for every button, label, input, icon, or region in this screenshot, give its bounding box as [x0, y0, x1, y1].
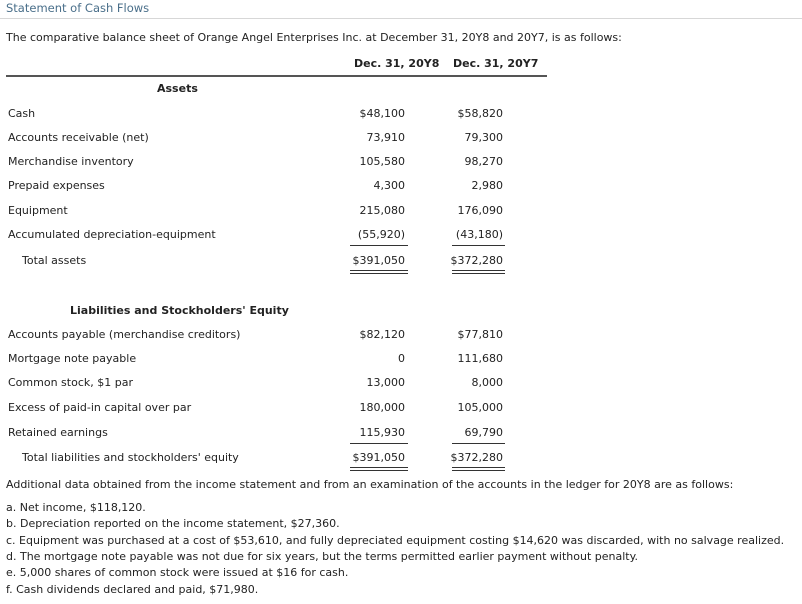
subtotal-rule	[350, 443, 408, 444]
value-20y8: 115,930	[359, 426, 405, 439]
subtotal-rule	[350, 245, 408, 246]
value-20y7: 105,000	[457, 401, 503, 414]
value-20y8: 13,000	[366, 376, 405, 389]
row-label: Cash	[8, 107, 36, 120]
value-20y7: 2,980	[471, 179, 503, 192]
note-item: f. Cash dividends declared and paid, $71,980.	[6, 583, 259, 596]
row-label: Accounts payable (merchandise creditors)	[8, 328, 241, 341]
row-label: Excess of paid-in capital over par	[8, 401, 192, 414]
liabilities-heading: Liabilities and Stockholders' Equity	[70, 304, 289, 317]
intro-text: The comparative balance sheet of Orange Angel Enterprises Inc. at December 31, 20Y8 and 20Y7, is as follows:	[6, 31, 622, 44]
title-divider	[0, 18, 802, 19]
header-rule	[6, 75, 547, 77]
value-20y7: $77,810	[457, 328, 503, 341]
value-20y8: (55,920)	[357, 228, 405, 241]
column-header-20y7: Dec. 31, 20Y7	[453, 57, 539, 70]
total-assets-20y8: $391,050	[352, 254, 405, 267]
row-label: Retained earnings	[8, 426, 108, 439]
double-rule	[452, 467, 505, 471]
total-liabilities-20y8: $391,050	[352, 451, 405, 464]
total-liabilities-20y7: $372,280	[450, 451, 503, 464]
subtotal-rule	[452, 245, 505, 246]
note-item: c. Equipment was purchased at a cost of $53,610, and fully depreciated equipment costing $14,620 was discarded, with no salvage realized.	[6, 534, 785, 547]
note-item: e. 5,000 shares of common stock were issued at $16 for cash.	[6, 566, 349, 579]
value-20y7: 8,000	[471, 376, 503, 389]
value-20y8: $48,100	[359, 107, 405, 120]
value-20y7: 69,790	[464, 426, 503, 439]
value-20y7: 176,090	[457, 204, 503, 217]
value-20y8: 0	[398, 352, 405, 365]
row-label: Equipment	[8, 204, 68, 217]
value-20y8: 73,910	[366, 131, 405, 144]
additional-intro: Additional data obtained from the income statement and from an examination of the accounts in the ledger for 20Y8 are as follows:	[6, 478, 734, 491]
value-20y8: 215,080	[359, 204, 405, 217]
double-rule	[350, 467, 408, 471]
row-label: Merchandise inventory	[8, 155, 134, 168]
row-label: Mortgage note payable	[8, 352, 137, 365]
subtotal-rule	[452, 443, 505, 444]
assets-heading: Assets	[157, 82, 198, 95]
row-label: Accounts receivable (net)	[8, 131, 149, 144]
row-label: Prepaid expenses	[8, 179, 105, 192]
double-rule	[350, 270, 408, 274]
value-20y7: $58,820	[457, 107, 503, 120]
note-item: d. The mortgage note payable was not due for six years, but the terms permitted earlier payment without penalty.	[6, 550, 639, 563]
note-item: b. Depreciation reported on the income statement, $27,360.	[6, 517, 340, 530]
row-label: Common stock, $1 par	[8, 376, 133, 389]
double-rule	[452, 270, 505, 274]
total-liabilities-label: Total liabilities and stockholders' equity	[22, 451, 239, 464]
value-20y8: 4,300	[373, 179, 405, 192]
value-20y8: $82,120	[359, 328, 405, 341]
value-20y8: 180,000	[359, 401, 405, 414]
total-assets-20y7: $372,280	[450, 254, 503, 267]
column-header-20y8: Dec. 31, 20Y8	[354, 57, 440, 70]
page-title[interactable]: Statement of Cash Flows	[6, 1, 150, 15]
total-assets-label: Total assets	[22, 254, 87, 267]
value-20y7: (43,180)	[455, 228, 503, 241]
value-20y8: 105,580	[359, 155, 405, 168]
note-item: a. Net income, $118,120.	[6, 501, 146, 514]
row-label: Accumulated depreciation-equipment	[8, 228, 216, 241]
value-20y7: 111,680	[457, 352, 503, 365]
value-20y7: 98,270	[464, 155, 503, 168]
value-20y7: 79,300	[464, 131, 503, 144]
